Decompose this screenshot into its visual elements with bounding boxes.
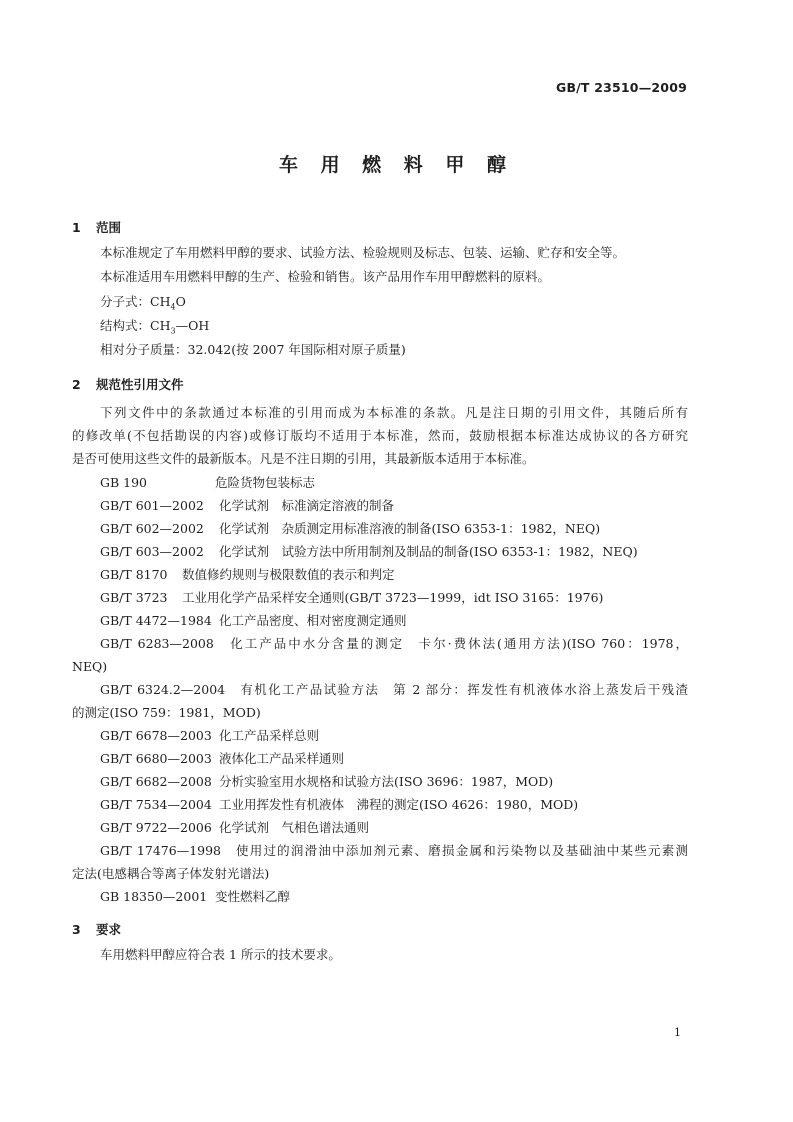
reference-code: GB 190 [100, 475, 148, 490]
section-3-heading [72, 920, 121, 938]
reference-code: GB/T 603—2002 [100, 544, 204, 559]
reference-gb-t-601 [100, 498, 394, 514]
reference-gb-t-6682 [100, 774, 553, 790]
reference-title: 变性燃料乙醇 [215, 889, 291, 904]
section-2-number: 2 [72, 377, 81, 392]
reference-gb-t-6324: GB/T 6324.2—2004 有机化工产品试验方法 第 2 部分：挥发性有机液体水浴上蒸发后干残渣 [100, 682, 688, 697]
reference-gb-18350 [100, 889, 290, 905]
molecular-formula [100, 294, 186, 316]
references-intro-line-1: 下列文件中的条款通过本标准的引用而成为本标准的条款。凡是注日期的引用文件，其随后所有 [100, 405, 688, 420]
reference-title: 危险货物包装标志 [215, 475, 316, 490]
molecular-formula-tail: O [175, 294, 186, 309]
relative-molecular-mass: 相对分子质量：32.042(按 2007 年国际相对原子质量) [100, 342, 406, 357]
reference-gb-t-602 [100, 521, 600, 537]
reference-title: 化学试剂 杂质测定用标准溶液的制备(ISO 6353-1：1982，NEQ) [219, 521, 601, 536]
section-1-number: 1 [72, 220, 81, 235]
section-2-title: 规范性引用文件 [96, 377, 184, 392]
page-number: 1 [674, 1026, 681, 1039]
reference-code: GB/T 601—2002 [100, 498, 204, 513]
scope-line-2: 本标准适用车用燃料甲醇的生产、检验和销售。该产品用作车用甲醇燃料的原料。 [100, 269, 551, 284]
reference-title: 化工产品密度、相对密度测定通则 [219, 613, 407, 628]
reference-title: 数值修约规则与极限数值的表示和判定 [182, 567, 395, 582]
reference-gb-t-4472 [100, 613, 407, 629]
reference-gb-t-6680 [100, 751, 344, 767]
structural-formula-main: CH [150, 318, 171, 333]
reference-title: 化学试剂 标准滴定溶液的制备 [219, 498, 395, 513]
molecular-formula-label: 分子式： [100, 294, 151, 309]
reference-title: 化学试剂 气相色谱法通则 [219, 820, 370, 835]
reference-code: GB/T 8170 [100, 567, 168, 582]
document-number: GB/T 23510—2009 [555, 80, 687, 95]
structural-formula [100, 318, 209, 340]
reference-code: GB/T 9722—2006 [100, 820, 212, 835]
reference-gb-t-17476: GB/T 17476—1998 使用过的润滑油中添加剂元素、磨损金属和污染物以及基础油中某些元素测 [100, 843, 688, 858]
reference-gb-t-7534 [100, 797, 578, 813]
section-3-title: 要求 [96, 922, 122, 937]
reference-gb-t-6678 [100, 728, 319, 744]
section-1-heading [72, 218, 121, 236]
molecular-formula-main: CH [150, 294, 171, 309]
section-3-number: 3 [72, 922, 81, 937]
references-intro-line-2: 的修改单(不包括勘误的内容)或修订版均不适用于本标准，然而，鼓励根据本标准达成协议的各方研究 [72, 428, 688, 443]
reference-title: 分析实验室用水规格和试验方法(ISO 3696：1987，MOD) [219, 774, 554, 789]
structural-formula-tail: —OH [175, 318, 210, 333]
reference-code: GB/T 602—2002 [100, 521, 204, 536]
section-1-title: 范围 [96, 220, 122, 235]
reference-gb-t-3723 [100, 590, 603, 606]
molecular-formula-subscript: 4 [170, 302, 176, 312]
reference-gb-t-6283: GB/T 6283—2008 化工产品中水分含量的测定 卡尔·费休法(通用方法)(ISO 760：1978， [100, 636, 688, 651]
reference-title: 化学试剂 试验方法中所用制剂及制品的制备(ISO 6353-1：1982，NEQ) [219, 544, 638, 559]
scope-line-1: 本标准规定了车用燃料甲醇的要求、试验方法、检验规则及标志、包装、运输、贮存和安全等。 [100, 245, 626, 260]
reference-title: 化工产品采样总则 [219, 728, 320, 743]
reference-gb-t-17476-continued: 定法(电感耦合等离子体发射光谱法) [72, 866, 270, 881]
reference-title: 工业用化学产品采样安全通则(GB/T 3723—1999，idt ISO 3165：1976) [182, 590, 604, 605]
reference-title: 液体化工产品采样通则 [219, 751, 345, 766]
references-intro-line-3: 是否可使用这些文件的最新版本。凡是不注日期的引用，其最新版本适用于本标准。 [72, 451, 535, 466]
section-2-heading [72, 375, 184, 393]
reference-code: GB/T 7534—2004 [100, 797, 212, 812]
reference-code: GB/T 6680—2003 [100, 751, 212, 766]
reference-gb-t-6283-continued: NEQ) [72, 659, 108, 674]
reference-code: GB/T 3723 [100, 590, 168, 605]
document-title: 车 用 燃 料 甲 醇 [278, 154, 515, 176]
reference-gb-t-9722 [100, 820, 369, 836]
reference-gb-190 [100, 475, 315, 491]
reference-title: 工业用挥发性有机液体 沸程的测定(ISO 4626：1980，MOD) [219, 797, 579, 812]
reference-gb-t-6324-continued: 的测定(ISO 759：1981，MOD) [72, 705, 261, 720]
requirements-line: 车用燃料甲醇应符合表 1 所示的技术要求。 [100, 947, 341, 962]
reference-code: GB 18350—2001 [100, 889, 208, 904]
structural-formula-subscript: 3 [170, 326, 176, 336]
reference-code: GB/T 6682—2008 [100, 774, 212, 789]
reference-gb-t-8170 [100, 567, 395, 583]
structural-formula-label: 结构式： [100, 318, 151, 333]
reference-gb-t-603 [100, 544, 638, 560]
reference-code: GB/T 4472—1984 [100, 613, 212, 628]
reference-code: GB/T 6678—2003 [100, 728, 212, 743]
